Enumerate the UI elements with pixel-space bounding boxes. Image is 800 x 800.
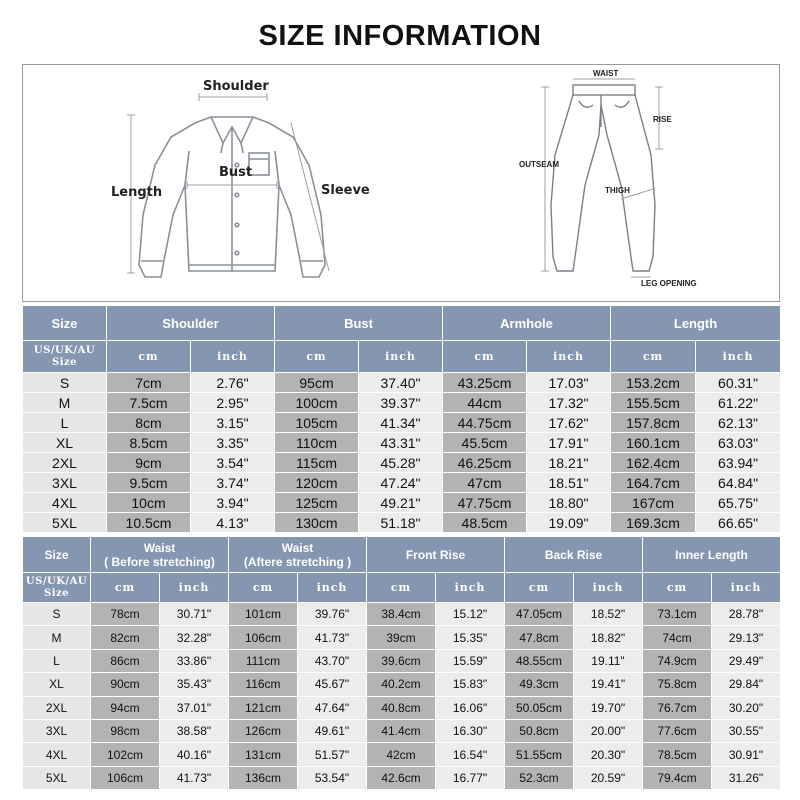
table-row <box>23 453 781 473</box>
cm-cell: 8cm <box>107 413 191 433</box>
bust-label: Bust <box>219 165 253 180</box>
unit-inch: inch <box>191 341 275 373</box>
cm-cell: 105cm <box>275 413 359 433</box>
size-header: Size <box>23 306 107 341</box>
inch-cell: 47.64" <box>298 696 367 719</box>
cm-cell: 44.75cm <box>443 413 527 433</box>
size-cell: M <box>23 626 91 649</box>
size-cell: M <box>23 393 107 413</box>
inch-cell: 18.52" <box>574 603 643 626</box>
table-row <box>23 373 781 393</box>
thigh-label: THIGH <box>605 186 630 195</box>
inch-cell: 41.73" <box>160 766 229 789</box>
page-title: SIZE INFORMATION <box>258 20 542 52</box>
table-row <box>23 696 781 719</box>
shirt-measure-lines <box>127 93 329 273</box>
cm-cell: 153.2cm <box>611 373 696 393</box>
cm-cell: 100cm <box>275 393 359 413</box>
size-sub-line-1: US/UK/AU <box>25 575 88 587</box>
cm-cell: 10.5cm <box>107 513 191 533</box>
cm-cell: 48.55cm <box>505 649 574 672</box>
size-cell: 5XL <box>23 766 91 789</box>
size-cell: XL <box>23 673 91 696</box>
cm-cell: 50.8cm <box>505 719 574 742</box>
table-row <box>23 603 781 626</box>
size-cell: S <box>23 373 107 393</box>
front-rise-header: Front Rise <box>367 537 505 573</box>
size-cell: 5XL <box>23 513 107 533</box>
inch-cell: 38.58" <box>160 719 229 742</box>
cm-cell: 48.5cm <box>443 513 527 533</box>
inch-cell: 49.21" <box>359 493 443 513</box>
inch-cell: 3.94" <box>191 493 275 513</box>
cm-cell: 7.5cm <box>107 393 191 413</box>
inch-cell: 19.11" <box>574 649 643 672</box>
inch-cell: 17.03" <box>527 373 611 393</box>
table-row <box>23 513 781 533</box>
size-sub-line-1: US/UK/AU <box>33 344 96 356</box>
inch-cell: 30.91" <box>712 743 781 766</box>
inch-cell: 30.71" <box>160 603 229 626</box>
inch-cell: 28.78" <box>712 603 781 626</box>
cm-cell: 42cm <box>367 743 436 766</box>
unit-inch: inch <box>574 573 643 603</box>
unit-inch: inch <box>696 341 781 373</box>
cm-cell: 79.4cm <box>643 766 712 789</box>
inch-cell: 39.37" <box>359 393 443 413</box>
unit-cm: cm <box>643 573 712 603</box>
shoulder-header: Shoulder <box>107 306 275 341</box>
bust-header: Bust <box>275 306 443 341</box>
cm-cell: 9cm <box>107 453 191 473</box>
inch-cell: 15.59" <box>436 649 505 672</box>
cm-cell: 120cm <box>275 473 359 493</box>
size-cell: 3XL <box>23 473 107 493</box>
size-subheader <box>23 573 91 603</box>
table-row <box>23 673 781 696</box>
cm-cell: 116cm <box>229 673 298 696</box>
cm-cell: 10cm <box>107 493 191 513</box>
inch-cell: 53.54" <box>298 766 367 789</box>
cm-cell: 41.4cm <box>367 719 436 742</box>
cm-cell: 155.5cm <box>611 393 696 413</box>
unit-inch: inch <box>298 573 367 603</box>
cm-cell: 50.05cm <box>505 696 574 719</box>
cm-cell: 167cm <box>611 493 696 513</box>
inch-cell: 20.59" <box>574 766 643 789</box>
inch-cell: 41.73" <box>298 626 367 649</box>
inch-cell: 3.54" <box>191 453 275 473</box>
cm-cell: 162.4cm <box>611 453 696 473</box>
inch-cell: 63.94" <box>696 453 781 473</box>
inch-cell: 15.35" <box>436 626 505 649</box>
cm-cell: 98cm <box>91 719 160 742</box>
inch-cell: 18.80" <box>527 493 611 513</box>
inch-cell: 18.21" <box>527 453 611 473</box>
inch-cell: 37.01" <box>160 696 229 719</box>
cm-cell: 76.7cm <box>643 696 712 719</box>
cm-cell: 157.8cm <box>611 413 696 433</box>
armhole-header: Armhole <box>443 306 611 341</box>
size-cell: 4XL <box>23 493 107 513</box>
inch-cell: 19.09" <box>527 513 611 533</box>
size-header: Size <box>23 537 91 573</box>
cm-cell: 74.9cm <box>643 649 712 672</box>
inch-cell: 3.74" <box>191 473 275 493</box>
cm-cell: 106cm <box>91 766 160 789</box>
inch-cell: 15.12" <box>436 603 505 626</box>
inch-cell: 32.28" <box>160 626 229 649</box>
cm-cell: 38.4cm <box>367 603 436 626</box>
cm-cell: 126cm <box>229 719 298 742</box>
inch-cell: 45.28" <box>359 453 443 473</box>
inch-cell: 43.70" <box>298 649 367 672</box>
size-sub-line-2: Size <box>51 356 78 368</box>
inch-cell: 30.55" <box>712 719 781 742</box>
inner-length-header: Inner Length <box>643 537 781 573</box>
garment-illustration <box>23 65 781 303</box>
cm-cell: 131cm <box>229 743 298 766</box>
cm-cell: 115cm <box>275 453 359 473</box>
inch-cell: 20.00" <box>574 719 643 742</box>
cm-cell: 101cm <box>229 603 298 626</box>
inch-cell: 17.91" <box>527 433 611 453</box>
inch-cell: 62.13" <box>696 413 781 433</box>
cm-cell: 44cm <box>443 393 527 413</box>
unit-cm: cm <box>107 341 191 373</box>
inch-cell: 49.61" <box>298 719 367 742</box>
cm-cell: 169.3cm <box>611 513 696 533</box>
waist-after-title: Waist <box>281 540 314 555</box>
waist-after-note: (Aftere stretching ) <box>243 554 352 569</box>
cm-cell: 9.5cm <box>107 473 191 493</box>
cm-cell: 94cm <box>91 696 160 719</box>
inch-cell: 30.20" <box>712 696 781 719</box>
inch-cell: 16.30" <box>436 719 505 742</box>
inch-cell: 29.49" <box>712 649 781 672</box>
table-row <box>23 433 781 453</box>
inch-cell: 66.65" <box>696 513 781 533</box>
inch-cell: 18.82" <box>574 626 643 649</box>
cm-cell: 73.1cm <box>643 603 712 626</box>
cm-cell: 46.25cm <box>443 453 527 473</box>
inch-cell: 4.13" <box>191 513 275 533</box>
inch-cell: 3.35" <box>191 433 275 453</box>
cm-cell: 47.75cm <box>443 493 527 513</box>
size-cell: 3XL <box>23 719 91 742</box>
waist-after-header <box>229 537 367 573</box>
unit-inch: inch <box>712 573 781 603</box>
cm-cell: 125cm <box>275 493 359 513</box>
inch-cell: 19.41" <box>574 673 643 696</box>
cm-cell: 49.3cm <box>505 673 574 696</box>
inch-cell: 39.76" <box>298 603 367 626</box>
inch-cell: 15.83" <box>436 673 505 696</box>
inch-cell: 37.40" <box>359 373 443 393</box>
unit-inch: inch <box>527 341 611 373</box>
inch-cell: 20.30" <box>574 743 643 766</box>
shirt-drawing <box>139 117 325 277</box>
top-table-body <box>23 373 781 533</box>
bottom-table-body <box>23 603 781 790</box>
top-size-table <box>22 305 781 533</box>
inch-cell: 40.16" <box>160 743 229 766</box>
measurement-diagram <box>22 64 780 302</box>
unit-inch: inch <box>160 573 229 603</box>
cm-cell: 111cm <box>229 649 298 672</box>
inch-cell: 41.34" <box>359 413 443 433</box>
cm-cell: 7cm <box>107 373 191 393</box>
cm-cell: 95cm <box>275 373 359 393</box>
table-row <box>23 743 781 766</box>
unit-inch: inch <box>436 573 505 603</box>
unit-cm: cm <box>505 573 574 603</box>
cm-cell: 78cm <box>91 603 160 626</box>
length-label: Length <box>111 185 163 200</box>
table-row <box>23 473 781 493</box>
unit-cm: cm <box>275 341 359 373</box>
cm-cell: 75.8cm <box>643 673 712 696</box>
cm-cell: 102cm <box>91 743 160 766</box>
cm-cell: 45.5cm <box>443 433 527 453</box>
size-cell: L <box>23 649 91 672</box>
table-row <box>23 649 781 672</box>
pants-drawing <box>551 85 655 271</box>
size-cell: XL <box>23 433 107 453</box>
shoulder-label: Shoulder <box>203 79 269 94</box>
table-row <box>23 493 781 513</box>
inch-cell: 61.22" <box>696 393 781 413</box>
unit-cm: cm <box>443 341 527 373</box>
table-row <box>23 393 781 413</box>
inch-cell: 2.76" <box>191 373 275 393</box>
leg-opening-label: LEG OPENING <box>641 279 697 288</box>
cm-cell: 90cm <box>91 673 160 696</box>
inch-cell: 16.06" <box>436 696 505 719</box>
table-row <box>23 626 781 649</box>
inch-cell: 3.15" <box>191 413 275 433</box>
outseam-label: OUTSEAM <box>519 160 559 169</box>
cm-cell: 160.1cm <box>611 433 696 453</box>
inch-cell: 64.84" <box>696 473 781 493</box>
size-sub-line-2: Size <box>43 587 70 599</box>
cm-cell: 164.7cm <box>611 473 696 493</box>
rise-label: RISE <box>653 115 672 124</box>
size-cell: 4XL <box>23 743 91 766</box>
inch-cell: 19.70" <box>574 696 643 719</box>
inch-cell: 17.32" <box>527 393 611 413</box>
inch-cell: 60.31" <box>696 373 781 393</box>
cm-cell: 78.5cm <box>643 743 712 766</box>
size-cell: 2XL <box>23 696 91 719</box>
cm-cell: 136cm <box>229 766 298 789</box>
cm-cell: 52.3cm <box>505 766 574 789</box>
inch-cell: 16.77" <box>436 766 505 789</box>
inch-cell: 29.13" <box>712 626 781 649</box>
size-cell: L <box>23 413 107 433</box>
size-cell: 2XL <box>23 453 107 473</box>
cm-cell: 39.6cm <box>367 649 436 672</box>
inch-cell: 43.31" <box>359 433 443 453</box>
cm-cell: 86cm <box>91 649 160 672</box>
inch-cell: 29.84" <box>712 673 781 696</box>
cm-cell: 74cm <box>643 626 712 649</box>
inch-cell: 31.26" <box>712 766 781 789</box>
waist-before-note: ( Before stretching) <box>104 554 215 569</box>
inch-cell: 35.43" <box>160 673 229 696</box>
waist-before-header <box>91 537 229 573</box>
inch-cell: 51.18" <box>359 513 443 533</box>
cm-cell: 106cm <box>229 626 298 649</box>
inch-cell: 45.67" <box>298 673 367 696</box>
length-header: Length <box>611 306 781 341</box>
cm-cell: 51.55cm <box>505 743 574 766</box>
unit-cm: cm <box>611 341 696 373</box>
unit-inch: inch <box>359 341 443 373</box>
cm-cell: 47cm <box>443 473 527 493</box>
cm-cell: 40.8cm <box>367 696 436 719</box>
size-subheader <box>23 341 107 373</box>
inch-cell: 47.24" <box>359 473 443 493</box>
inch-cell: 18.51" <box>527 473 611 493</box>
waist-before-title: Waist <box>143 540 176 555</box>
back-rise-header: Back Rise <box>505 537 643 573</box>
cm-cell: 47.05cm <box>505 603 574 626</box>
sleeve-label: Sleeve <box>321 183 370 198</box>
inch-cell: 65.75" <box>696 493 781 513</box>
size-cell: S <box>23 603 91 626</box>
cm-cell: 42.6cm <box>367 766 436 789</box>
inch-cell: 33.86" <box>160 649 229 672</box>
cm-cell: 77.6cm <box>643 719 712 742</box>
inch-cell: 16.54" <box>436 743 505 766</box>
bottom-size-table <box>22 536 781 790</box>
table-row <box>23 766 781 789</box>
cm-cell: 40.2cm <box>367 673 436 696</box>
waist-label: WAIST <box>593 69 619 78</box>
inch-cell: 63.03" <box>696 433 781 453</box>
cm-cell: 82cm <box>91 626 160 649</box>
inch-cell: 2.95" <box>191 393 275 413</box>
unit-cm: cm <box>91 573 160 603</box>
table-row <box>23 719 781 742</box>
unit-cm: cm <box>367 573 436 603</box>
cm-cell: 43.25cm <box>443 373 527 393</box>
cm-cell: 130cm <box>275 513 359 533</box>
inch-cell: 17.62" <box>527 413 611 433</box>
inch-cell: 51.57" <box>298 743 367 766</box>
cm-cell: 121cm <box>229 696 298 719</box>
unit-cm: cm <box>229 573 298 603</box>
cm-cell: 39cm <box>367 626 436 649</box>
cm-cell: 110cm <box>275 433 359 453</box>
table-row <box>23 413 781 433</box>
cm-cell: 8.5cm <box>107 433 191 453</box>
cm-cell: 47.8cm <box>505 626 574 649</box>
